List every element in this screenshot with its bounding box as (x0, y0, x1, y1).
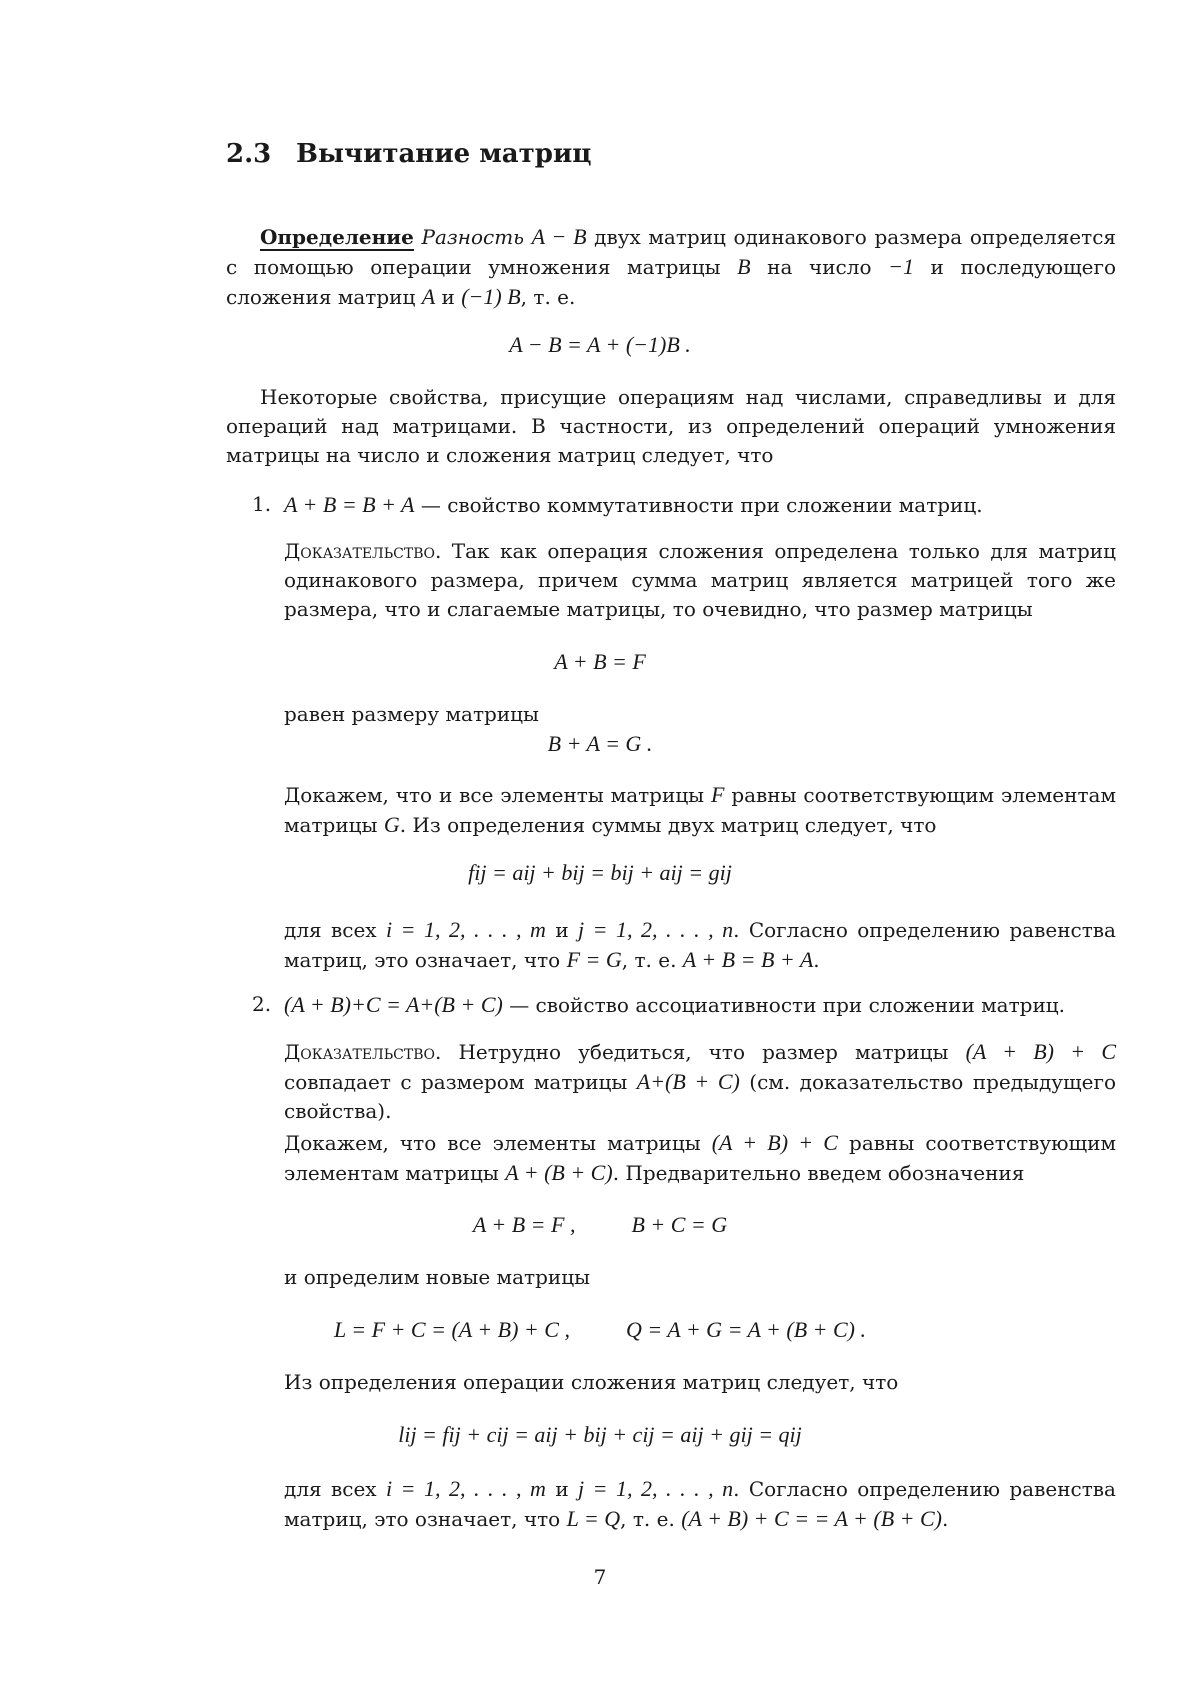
property-commutativity: A + B = B + A — свойство коммутативности при сложении матриц. (284, 490, 1116, 520)
section-title: Вычитание матриц (296, 140, 591, 169)
new-matrices-text: и определим новые матрицы (284, 1263, 1116, 1292)
proof-1-paragraph: Доказательство. Так как операция сложения определена только для матриц одинакового размера, причем сумма матриц является матрицей того же размера, что и слагаемые матрицы, то очевидно, что размер матрицы (284, 537, 1116, 624)
proof-2-elements: Докажем, что все элементы матрицы (A + B) + C равны соответствующим элементам матрицы A + (B + C). Предварительно введем обозначения (284, 1128, 1116, 1188)
proof-label: Доказательство. (284, 1040, 441, 1064)
list-number-2: 2. (252, 990, 271, 1019)
intro-paragraph: Некоторые свойства, присущие операциям над числами, справедливы и для операций над матрицами. В частности, из определений операций умножения матрицы на число и сложения матриц следует, что (226, 383, 1116, 470)
from-definition-text: Из определения операции сложения матриц следует, что (284, 1368, 1116, 1397)
list-number-1: 1. (252, 490, 271, 519)
page-number: 7 (0, 1563, 1200, 1592)
equation-a-plus-b-f: A + B = F (0, 647, 1200, 676)
equation-f-g-notation: A + B = F , B + C = G (0, 1210, 1200, 1239)
equal-size-text: равен размеру матрицы (284, 700, 1116, 729)
property-associativity: (A + B)+C = A+(B + C) — свойство ассоциативности при сложении матриц. (284, 990, 1116, 1020)
definition-paragraph: Определение Разность A − B двух матриц одинакового размера определяется с помощью операции умножения матрицы B на число −1 и последующего сложения матриц A и (−1) B, т. е. (226, 222, 1116, 312)
equation-b-plus-a-g: B + A = G . (0, 729, 1200, 758)
proof-2-paragraph: Доказательство. Нетрудно убедиться, что размер матрицы (A + B) + C совпадает с размером матрицы A+(B + C) (см. доказательство предыдущего свойства). (284, 1037, 1116, 1126)
document-page (0, 0, 1200, 1698)
equation-lij: lij = fij + cij = aij + bij + cij = aij + gij = qij (0, 1420, 1200, 1449)
section-number: 2.3 (226, 140, 271, 169)
equation-definition: A − B = A + (−1)B . (0, 330, 1200, 359)
proof-1-elements: Докажем, что и все элементы матрицы F равны соответствующим элементам матрицы G. Из определения суммы двух матриц следует, что (284, 780, 1116, 840)
equation-fij: fij = aij + bij = bij + aij = gij (0, 858, 1200, 887)
definition-term: Определение (260, 225, 414, 251)
proof-1-conclusion: для всех i = 1, 2, . . . , m и j = 1, 2, . . . , n. Согласно определению равенства матриц, это означает, что F = G, т. е. A + B = B + A. (284, 915, 1116, 975)
proof-label: Доказательство. (284, 539, 441, 563)
proof-2-conclusion: для всех i = 1, 2, . . . , m и j = 1, 2, . . . , n. Согласно определению равенства матриц, это означает, что L = Q, т. е. (A + B) + C = = A + (B + C). (284, 1474, 1116, 1534)
equation-l-q: L = F + C = (A + B) + C , Q = A + G = A + (B + C) . (0, 1315, 1200, 1344)
